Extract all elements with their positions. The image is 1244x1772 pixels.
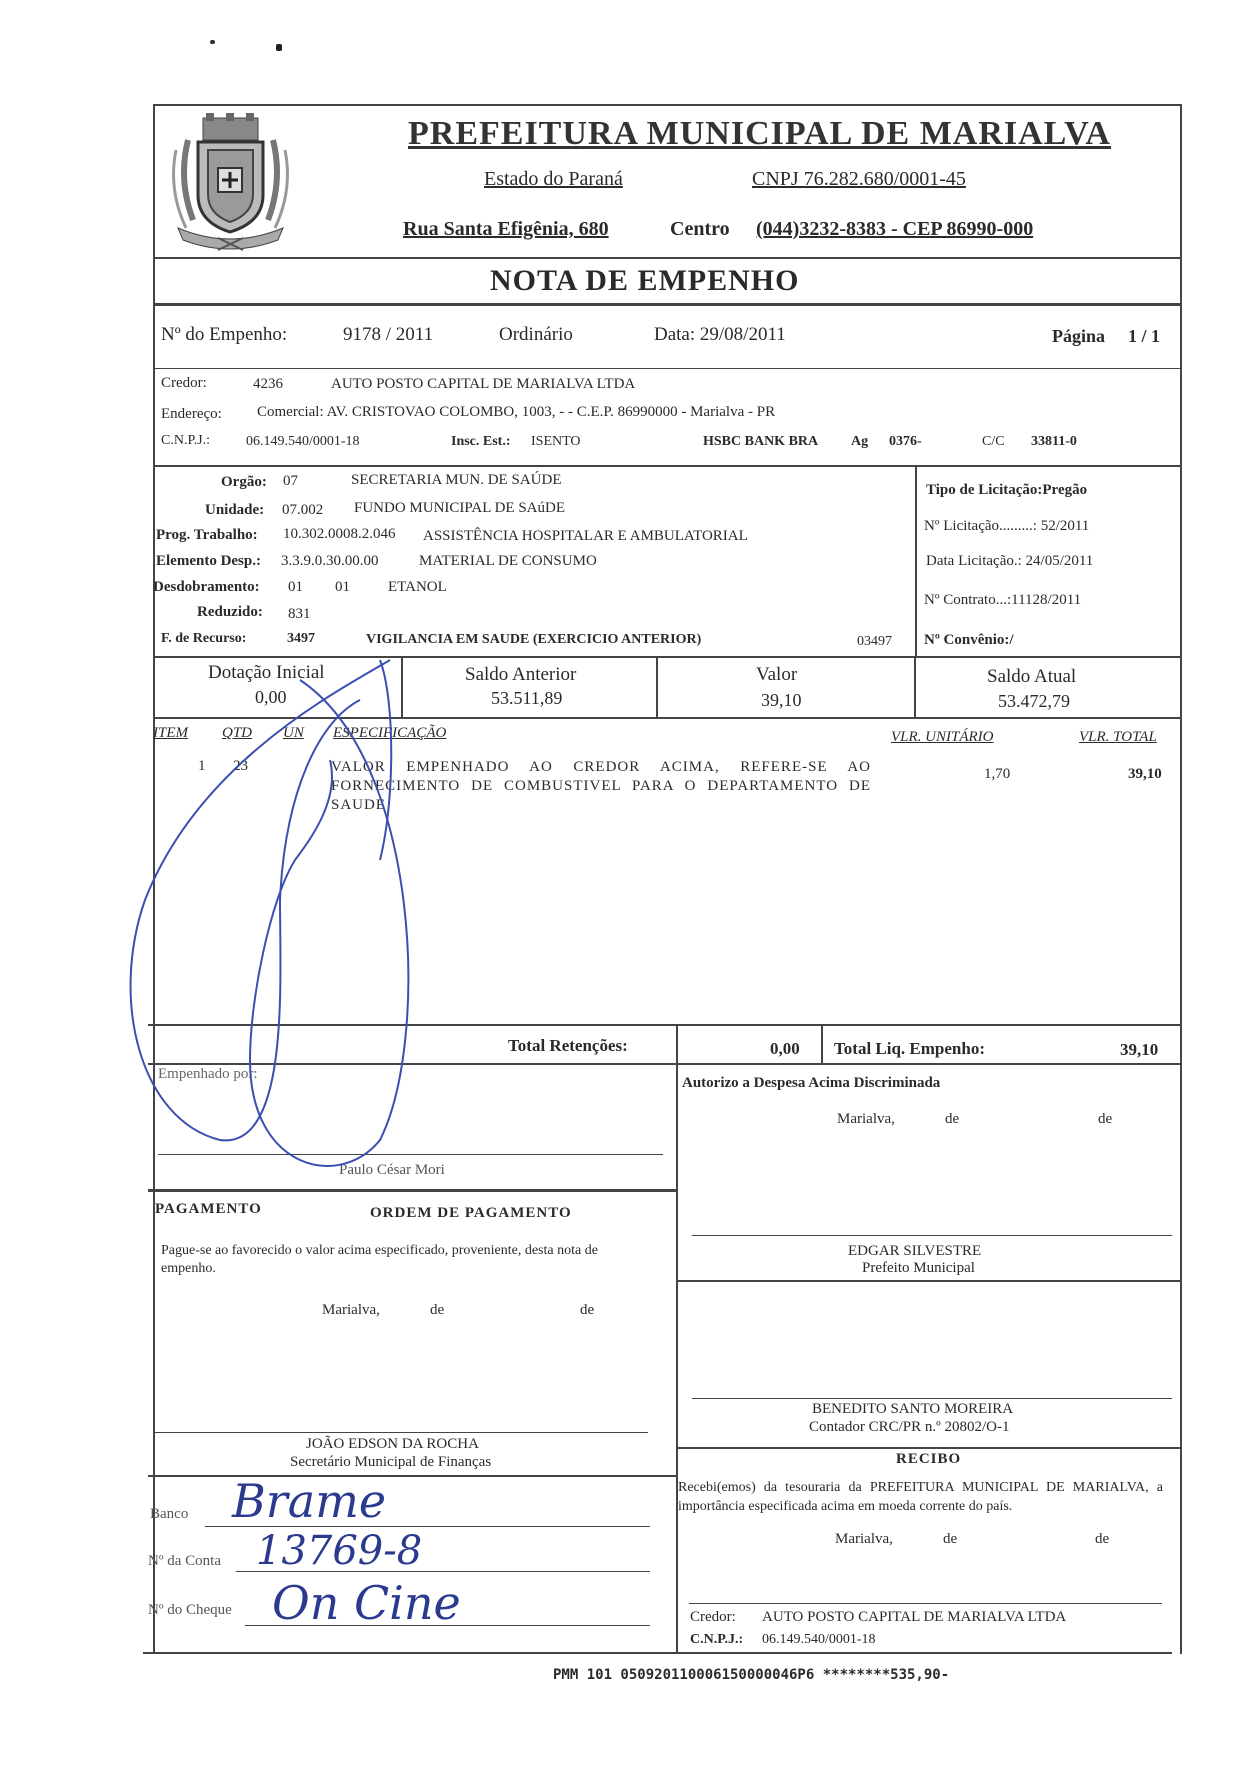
account-value: 33811-0 <box>1031 434 1077 449</box>
elemento-label: Elemento Desp.: <box>156 553 261 569</box>
total-liquido-value: 39,10 <box>1120 1040 1159 1059</box>
pagamento-de-2: de <box>580 1302 595 1318</box>
page-label: Página <box>1052 326 1106 346</box>
recibo-local: Marialva, <box>835 1531 893 1547</box>
doc-title: NOTA DE EMPENHO <box>490 264 800 297</box>
empenho-type: Ordinário <box>499 324 573 345</box>
pagamento-de-1: de <box>430 1302 445 1318</box>
agency-label: Ag <box>851 434 869 449</box>
reduzido-value: 831 <box>288 606 311 622</box>
saldo-atual-label: Saldo Atual <box>987 666 1077 687</box>
bank-name: HSBC BANK BRA <box>703 434 819 449</box>
row-especificacao: VALOR EMPENHADO AO CREDOR ACIMA, REFERE-SE AO FORNECIMENTO DE COMBUSTIVEL PARA O DEPARTAMENTO DE SAUDE <box>331 759 871 813</box>
empenho-number: 9178 / 2011 <box>343 324 434 345</box>
prefeito-nome: EDGAR SILVESTRE <box>848 1243 982 1259</box>
pagamento-local: Marialva, <box>322 1302 380 1318</box>
recurso-name: VIGILANCIA EM SAUDE (EXERCICIO ANTERIOR) <box>366 632 702 647</box>
recurso-label: F. de Recurso: <box>161 631 247 646</box>
dotacao-inicial-value: 0,00 <box>255 687 287 707</box>
handwritten-cheque: On Cine <box>272 1576 461 1630</box>
recibo-de-2: de <box>1095 1531 1110 1547</box>
col-qtd: QTD <box>222 725 253 741</box>
credor-label: Credor: <box>161 375 207 391</box>
retencoes-value: 0,00 <box>770 1039 800 1058</box>
page-number: 1 / 1 <box>1128 326 1161 346</box>
secretario-cargo: Secretário Municipal de Finanças <box>290 1454 492 1470</box>
valor-value: 39,10 <box>761 690 802 710</box>
empenhado-nome: Paulo César Mori <box>339 1162 445 1178</box>
account-label: C/C <box>982 434 1005 449</box>
empenhado-label: Empenhado por: <box>158 1066 258 1082</box>
orgao-name: SECRETARIA MUN. DE SAÚDE <box>351 472 562 488</box>
row-vlr-total: 39,10 <box>1128 766 1162 782</box>
credor-address: Comercial: AV. CRISTOVAO COLOMBO, 1003, - - C.E.P. 86990000 - Marialva - PR <box>257 404 776 420</box>
pagamento-label: PAGAMENTO <box>155 1201 262 1217</box>
saldo-anterior-label: Saldo Anterior <box>465 664 577 685</box>
elemento-code: 3.3.9.0.30.00.00 <box>281 553 379 569</box>
recurso-number: 03497 <box>857 634 892 649</box>
row-vlr-unitario: 1,70 <box>984 766 1011 782</box>
ordem-pagamento-label: ORDEM DE PAGAMENTO <box>370 1205 572 1221</box>
state-name: Estado do Paraná <box>484 168 623 190</box>
col-vlr-unitario: VLR. UNITÁRIO <box>891 729 994 745</box>
unidade-label: Unidade: <box>205 502 265 518</box>
licitacao-numero: Nº Licitação.........: 52/2011 <box>924 518 1090 534</box>
prefeito-cargo: Prefeito Municipal <box>862 1260 975 1276</box>
agency-value: 0376- <box>889 434 922 449</box>
recibo-cnpj: 06.149.540/0001-18 <box>762 1632 876 1647</box>
licitacao-tipo: Tipo de Licitação:Pregão <box>926 482 1088 498</box>
contador-nome: BENEDITO SANTO MOREIRA <box>812 1401 1014 1417</box>
handwritten-banco: Brame <box>232 1474 387 1528</box>
contrato: Nº Contrato...:11128/2011 <box>924 592 1082 608</box>
credor-code: 4236 <box>253 376 283 392</box>
col-vlr-total: VLR. TOTAL <box>1079 729 1157 745</box>
district: Centro <box>670 218 730 240</box>
banco-label: Banco <box>150 1506 189 1522</box>
recibo-credor-name: AUTO POSTO CAPITAL DE MARIALVA LTDA <box>762 1609 1067 1625</box>
prog-name: ASSISTÊNCIA HOSPITALAR E AMBULATORIAL <box>423 528 748 544</box>
recibo-label: RECIBO <box>896 1451 962 1467</box>
retencoes-label: Total Retenções: <box>508 1036 628 1055</box>
convenio: Nº Convênio:/ <box>924 632 1014 648</box>
insc-value: ISENTO <box>531 434 581 449</box>
empenho-label: Nº do Empenho: <box>161 324 288 345</box>
desdobramento-b: 01 <box>335 579 350 595</box>
col-un: UN <box>283 725 304 741</box>
recurso-code: 3497 <box>287 631 315 646</box>
recibo-cnpj-label: C.N.P.J.: <box>690 1632 744 1647</box>
address-label: Endereço: <box>161 406 222 422</box>
col-item: ITEM <box>153 725 188 741</box>
saldo-anterior-value: 53.511,89 <box>491 688 563 708</box>
cheque-label: Nº do Cheque <box>148 1602 232 1618</box>
insc-label: Insc. Est.: <box>451 434 511 449</box>
secretario-nome: JOÃO EDSON DA ROCHA <box>306 1436 479 1452</box>
footer-code: PMM 101 050920110006150000046P6 ********535,90- <box>553 1667 950 1683</box>
total-liquido-label: Total Liq. Empenho: <box>834 1039 985 1058</box>
elemento-name: MATERIAL DE CONSUMO <box>419 553 597 569</box>
reduzido-label: Reduzido: <box>197 604 263 620</box>
pague-se-text: Pague-se ao favorecido o valor acima especificado, proveniente, desta nota de empenho. <box>161 1243 598 1276</box>
recibo-de-1: de <box>943 1531 958 1547</box>
address: Rua Santa Efigênia, 680 <box>403 218 609 240</box>
conta-label: Nº da Conta <box>148 1553 221 1569</box>
valor-label: Valor <box>756 664 798 685</box>
orgao-label: Orgão: <box>221 474 267 490</box>
cnpj: CNPJ 76.282.680/0001-45 <box>752 168 966 190</box>
contador-crc: Contador CRC/PR n.º 20802/O-1 <box>809 1419 1010 1435</box>
col-especificacao: ESPECIFICAÇÃO <box>333 725 447 741</box>
desdobramento-name: ETANOL <box>388 579 447 595</box>
unidade-name: FUNDO MUNICIPAL DE SAúDE <box>354 500 565 516</box>
empenho-date: Data: 29/08/2011 <box>654 324 786 345</box>
dotacao-inicial-label: Dotação Inicial <box>208 662 325 683</box>
orgao-code: 07 <box>283 473 298 489</box>
handwritten-conta: 13769-8 <box>256 1528 423 1574</box>
desdobramento-label: Desdobramento: <box>153 579 260 595</box>
recibo-credor-label: Credor: <box>690 1609 736 1625</box>
cnpj-label: C.N.P.J.: <box>161 433 211 448</box>
prog-code: 10.302.0008.2.046 <box>283 526 396 542</box>
credor-name: AUTO POSTO CAPITAL DE MARIALVA LTDA <box>331 376 636 392</box>
recibo-text: Recebi(emos) da tesouraria da PREFEITURA MUNICIPAL DE MARIALVA, a importância especificada acima em moeda corrente do país. <box>678 1480 1163 1514</box>
autorizo-text: Autorizo a Despesa Acima Discriminada <box>682 1075 941 1091</box>
autorizo-de-2: de <box>1098 1111 1113 1127</box>
prog-label: Prog. Trabalho: <box>156 527 258 543</box>
row-item: 1 <box>198 758 206 774</box>
credor-cnpj: 06.149.540/0001-18 <box>246 434 360 449</box>
desdobramento-a: 01 <box>288 579 303 595</box>
autorizo-local: Marialva, <box>837 1111 895 1127</box>
page-title: PREFEITURA MUNICIPAL DE MARIALVA <box>408 115 1111 152</box>
phone-cep: (044)3232-8383 - CEP 86990-000 <box>756 218 1034 240</box>
saldo-atual-value: 53.472,79 <box>998 691 1070 711</box>
licitacao-data: Data Licitação.: 24/05/2011 <box>926 553 1094 569</box>
row-qtd: 23 <box>233 758 248 774</box>
unidade-code: 07.002 <box>282 502 324 518</box>
autorizo-de-1: de <box>945 1111 960 1127</box>
